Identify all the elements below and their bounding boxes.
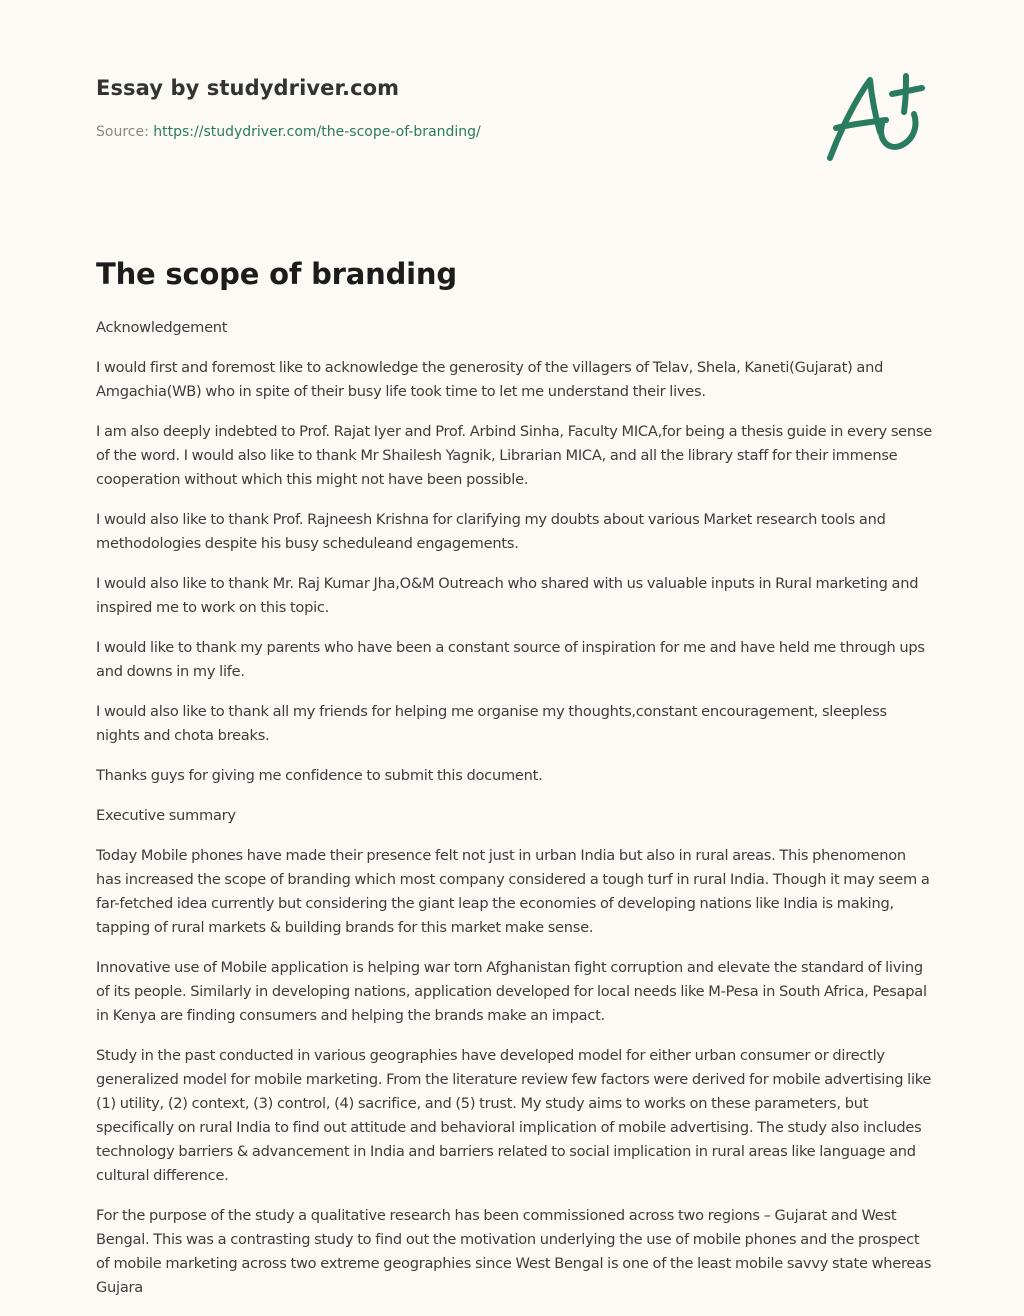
paragraph: Thanks guys for giving me confidence to submit this document.: [96, 767, 543, 784]
source-link[interactable]: https://studydriver.com/the-scope-of-branding/: [153, 124, 481, 140]
section-heading-acknowledgement: Acknowledgement: [96, 319, 228, 336]
paragraph: I am also deeply indebted to Prof. Rajat Iyer and Prof. Arbind Sinha, Faculty MICA,for being a thesis guide in every sense of the word. I would also like to thank Mr Shailesh Yagnik, Librarian MICA, and all the library staff for their immense cooperation without which this might not have been possible.: [96, 423, 932, 488]
paragraph: Today Mobile phones have made their presence felt not just in urban India but also in rural areas. This phenomenon has increased the scope of branding which most company considered a tough turf in rural India. Though it may seem a far-fetched idea currently but considering the giant leap the economies of developing nations like India is making, tapping of rural markets & building brands for this market make sense.: [96, 847, 930, 936]
site-title: Essay by studydriver.com: [96, 76, 400, 100]
paragraph: I would also like to thank all my friends for helping me organise my thoughts,constant encouragement, sleepless nights and chota breaks.: [96, 703, 887, 744]
section-heading-executive-summary: Executive summary: [96, 807, 236, 824]
paragraph: I would also like to thank Mr. Raj Kumar Jha,O&M Outreach who shared with us valuable inputs in Rural marketing and inspired me to work on this topic.: [96, 575, 919, 616]
a-plus-grade-icon: [824, 66, 928, 166]
paragraph: Study in the past conducted in various geographies have developed model for either urban consumer or directly generalized model for mobile marketing. From the literature review few factors were derived for mobile advertising like (1) utility, (2) context, (3) control, (4) sacrifice, and (5) trust. My study aims to works on these parameters, but specifically on rural India to find out attitude and behavioral implication of mobile advertising. The study also includes technology barriers & advancement in India and barriers related to social implication in rural areas like language and cultural difference.: [96, 1047, 932, 1184]
document-title: The scope of branding: [96, 257, 457, 291]
paragraph: I would like to thank my parents who have been a constant source of inspiration for me and have held me through ups and downs in my life.: [96, 639, 925, 680]
page-header: [96, 0, 928, 200]
source-label: Source:: [96, 124, 149, 140]
paragraph: I would first and foremost like to acknowledge the generosity of the villagers of Telav, Shela, Kaneti(Gujarat) and Amgachia(WB) who in spite of their busy life took time to let me understand their lives.: [96, 359, 884, 400]
paragraph: For the purpose of the study a qualitative research has been commissioned across two regions – Gujarat and West Bengal. This was a contrasting study to find out the motivation underlying the use of mobile phones and the prospect of mobile marketing across two extreme geographies since West Bengal is one of the least mobile savvy state whereas Gujara: [96, 1207, 932, 1296]
document-body: [96, 254, 932, 1316]
paragraph: Innovative use of Mobile application is helping war torn Afghanistan fight corruption and elevate the standard of living of its people. Similarly in developing nations, application developed for local needs like M-Pesa in South Africa, Pesapal in Kenya are finding consumers and helping the brands make an impact.: [96, 959, 927, 1024]
paragraph: I would also like to thank Prof. Rajneesh Krishna for clarifying my doubts about various Market research tools and methodologies despite his busy scheduleand engagements.: [96, 511, 886, 552]
source-line: [96, 124, 481, 140]
